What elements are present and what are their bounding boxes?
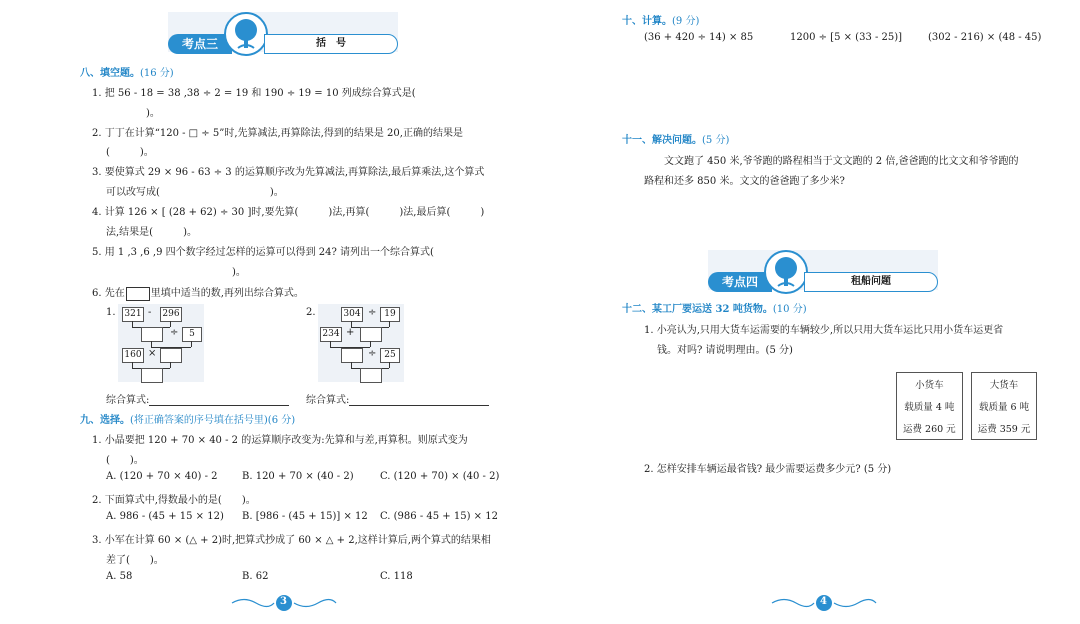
option-b: B. 62 [242,571,269,582]
truck-fee: 运费 359 元 [971,417,1037,440]
q9-3-line1: 3. 小军在计算 60 × (△ + 2)时,把算式抄成了 60 × △ + 2,这样计算后,两个算式的结果相 [92,535,491,546]
fig-blank [160,348,182,363]
fig-blank [360,368,382,383]
fig-value: 19 [380,307,400,322]
topic-title: 租船问题 [804,272,938,292]
section-title: 八、填空题。 [80,68,140,79]
calc-expression-1: (36 + 420 ÷ 14) × 85 [644,32,754,43]
q8-4-line1: 4. 计算 126 × [ (28 + 62) ÷ 30 ]时,要先算( )法,再算( )法,最后算( ) [92,207,485,218]
truck-name: 小货车 [897,373,963,396]
fig-value: 321 [122,307,144,322]
q8-1-line2: )。 [146,108,160,119]
q9-1-line1: 1. 小晶要把 120 + 70 × 40 - 2 的运算顺序改变为:先算和与差,再算积。则原式变为 [92,435,468,446]
truck-capacity: 载质量 6 吨 [971,395,1037,417]
fig-operator: × [148,348,157,359]
truck-name: 大货车 [971,373,1037,396]
section-8-heading [80,64,174,79]
q9-1-line2: ( )。 [106,455,144,466]
fig-operator: + [346,327,355,338]
q8-3-line2: 可以改写成( )。 [106,187,284,198]
page-number-ornament [770,594,878,612]
combined-formula-2: 综合算式: [306,391,489,406]
section-12-heading [622,300,807,315]
option-c: C. (986 - 45 + 15) × 12 [380,511,498,522]
q11-line2: 路程和还多 850 米。文文的爸爸跑了多少米? [644,176,845,187]
answer-line [349,395,489,406]
topic-banner-left [168,12,400,51]
section-points: (9 分) [672,16,700,27]
tree-logo-icon [224,12,268,56]
q12-1-line2: 钱。对吗? 请说明理由。(5 分) [657,345,793,356]
calc-expression-2: 1200 ÷ [5 × (33 - 25)] [790,32,903,43]
calc-expression-3: (302 - 216) × (48 - 45) [928,32,1042,43]
q8-2-line1: 2. 丁丁在计算“120 - □ ÷ 5”时,先算减法,再算除法,得到的结果是 20,正确的结果是 [92,128,463,139]
section-points: (10 分) [772,304,807,315]
q9-3-line2: 差了( )。 [106,555,164,566]
q8-1-line1: 1. 把 56 - 18 = 38 ,38 ÷ 2 = 19 和 190 ÷ 19 = 10 列成综合算式是( [92,88,416,99]
topic-title: 括 号 [264,34,398,54]
section-10-heading [622,12,699,27]
fig-value: 25 [380,348,400,363]
topic-banner-right [708,250,940,289]
truck-info-table [896,372,1037,440]
option-a: A. (120 + 70 × 40) - 2 [106,471,218,482]
fig-blank [360,327,382,342]
page-number: 4 [820,596,827,607]
fig-number: 2. [306,307,316,318]
q11-line1: 文文跑了 450 米,爷爷跑的路程相当于文文跑的 2 倍,爸爸跑的比文文和爷爷跑的 [664,156,1019,167]
q8-5-line2: )。 [232,267,246,278]
section-points: (5 分) [702,135,730,146]
section-title: 九、选择。 [80,415,130,426]
q8-5-line1: 5. 用 1 ,3 ,6 ,9 四个数字经过怎样的运算可以得到 24? 请列出一个综合算式( [92,247,434,258]
page-number: 3 [280,596,287,607]
fig-operator: - [148,307,152,318]
fig-number: 1. [106,307,116,318]
q12-1-line1: 1. 小亮认为,只用大货车运需要的车辆较少,所以只用大货车运比只用小货车运更省 [644,325,1004,336]
section-title: 十一、解决问题。 [622,135,702,146]
fig-blank [141,368,163,383]
option-b: B. 120 + 70 × (40 - 2) [242,471,354,482]
section-9-heading [80,411,295,426]
q12-2-line1: 2. 怎样安排车辆运最省钱? 最少需要运费多少元? (5 分) [644,464,892,475]
fig-value: 160 [122,348,144,363]
fig-operator: ÷ [368,348,377,359]
truck-fee: 运费 260 元 [897,417,963,440]
option-b: B. [986 - (45 + 15)] × 12 [242,511,368,522]
q8-2-line2: ( )。 [106,147,154,158]
section-11-heading [622,131,729,146]
truck-capacity: 载质量 4 吨 [897,395,963,417]
tree-logo-icon [764,250,808,294]
fig-value: 5 [182,327,202,342]
fig-value: 296 [160,307,182,322]
section-title: 十、计算。 [622,16,672,27]
fig-value: 234 [320,327,342,342]
q8-3-line1: 3. 要使算式 29 × 96 - 63 ÷ 3 的运算顺序改为先算减法,再算除法,最后算乘法,这个算式 [92,167,485,178]
fig-blank [141,327,163,342]
section-points: (将正确答案的序号填在括号里)(6 分) [130,415,296,426]
page-number-ornament [230,594,338,612]
option-a: A. 58 [106,571,133,582]
fig-operator: ÷ [368,307,377,318]
q8-6-line: 6. 先在 里填中适当的数,再列出综合算式。 [92,288,304,299]
section-title: 十二、某工厂要运送 32 吨货物。 [622,304,773,315]
section-points: (16 分) [140,68,174,79]
option-c: C. (120 + 70) × (40 - 2) [380,471,500,482]
fig-operator: ÷ [170,327,179,338]
answer-line [149,395,289,406]
option-a: A. 986 - (45 + 15 × 12) [106,511,224,522]
option-c: C. 118 [380,571,413,582]
topic-tag: 考点四 [708,272,772,292]
topic-tag: 考点三 [168,34,232,54]
q8-4-line2: 法,结果是( )。 [106,227,197,238]
fig-blank [341,348,363,363]
fig-value: 304 [341,307,363,322]
blank-box [126,287,150,301]
combined-formula-1: 综合算式: [106,391,289,406]
q9-2-line1: 2. 下面算式中,得数最小的是( )。 [92,495,256,506]
